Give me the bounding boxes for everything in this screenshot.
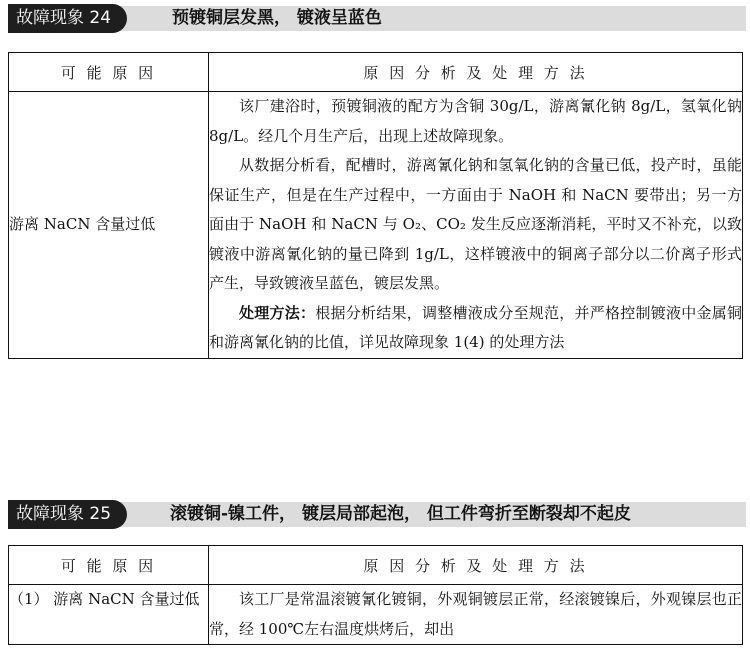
section-title: 预镀铜层发黑， 镀液呈蓝色 bbox=[172, 8, 382, 28]
method-paragraph bbox=[209, 299, 742, 358]
table-row bbox=[9, 585, 743, 645]
method-text: 根据分析结果，调整槽液成分至规范，并严格控制镀液中金属铜和游离氰化钠的比值，详见故障现象 1(4) 的处理方法 bbox=[209, 303, 742, 351]
header-analysis: 原 因 分 析 及 处 理 方 法 bbox=[209, 53, 743, 92]
table-header-row bbox=[9, 53, 743, 92]
analysis-paragraph: 从数据分析看，配槽时，游离氰化钠和氢氧化钠的含量已低，投产时，虽能保证生产，但是在生产过程中，一方面由于 NaOH 和 NaCN 要带出；另一方面由于 NaOH 和 NaCN 与 O₂、CO₂ 发生反应逐渐消耗，平时又不补充，以致镀液中游离氰化钠的量已降到 1g/L，这样镀液中的铜离子部分以二价离子形式产生，导致镀液呈蓝色，镀层发黑。 bbox=[209, 156, 742, 292]
analysis-paragraph: 该工厂是常温滚镀氰化镀铜，外观铜镀层正常，经滚镀镍后，外观镍层也正常，经 100℃左右温度烘烤后，却出 bbox=[209, 590, 742, 638]
section-25-header bbox=[0, 496, 750, 536]
header-cause: 可 能 原 因 bbox=[9, 546, 209, 585]
section-tag: 故障现象 25 bbox=[8, 500, 127, 529]
analysis-cell bbox=[209, 585, 743, 645]
header-analysis: 原 因 分 析 及 处 理 方 法 bbox=[209, 546, 743, 585]
section-24-header bbox=[0, 0, 750, 40]
method-label: 处理方法： bbox=[239, 303, 316, 322]
analysis-cell bbox=[209, 92, 743, 359]
analysis-paragraph: 该厂建浴时，预镀铜液的配方为含铜 30g/L，游离氰化钠 8g/L，氢氧化钠 8g/L。经几个月生产后，出现上述故障现象。 bbox=[209, 97, 742, 145]
header-cause: 可 能 原 因 bbox=[9, 53, 209, 92]
section-25-table bbox=[8, 545, 743, 645]
section-24-table bbox=[8, 52, 743, 359]
cause-cell: （1） 游离 NaCN 含量过低 bbox=[9, 585, 209, 645]
section-title: 滚镀铜-镍工件， 镀层局部起泡， 但工件弯折至断裂却不起皮 bbox=[170, 504, 631, 524]
table-row bbox=[9, 92, 743, 359]
section-tag: 故障现象 24 bbox=[8, 4, 127, 33]
table-header-row bbox=[9, 546, 743, 585]
cause-cell: 游离 NaCN 含量过低 bbox=[9, 92, 209, 359]
